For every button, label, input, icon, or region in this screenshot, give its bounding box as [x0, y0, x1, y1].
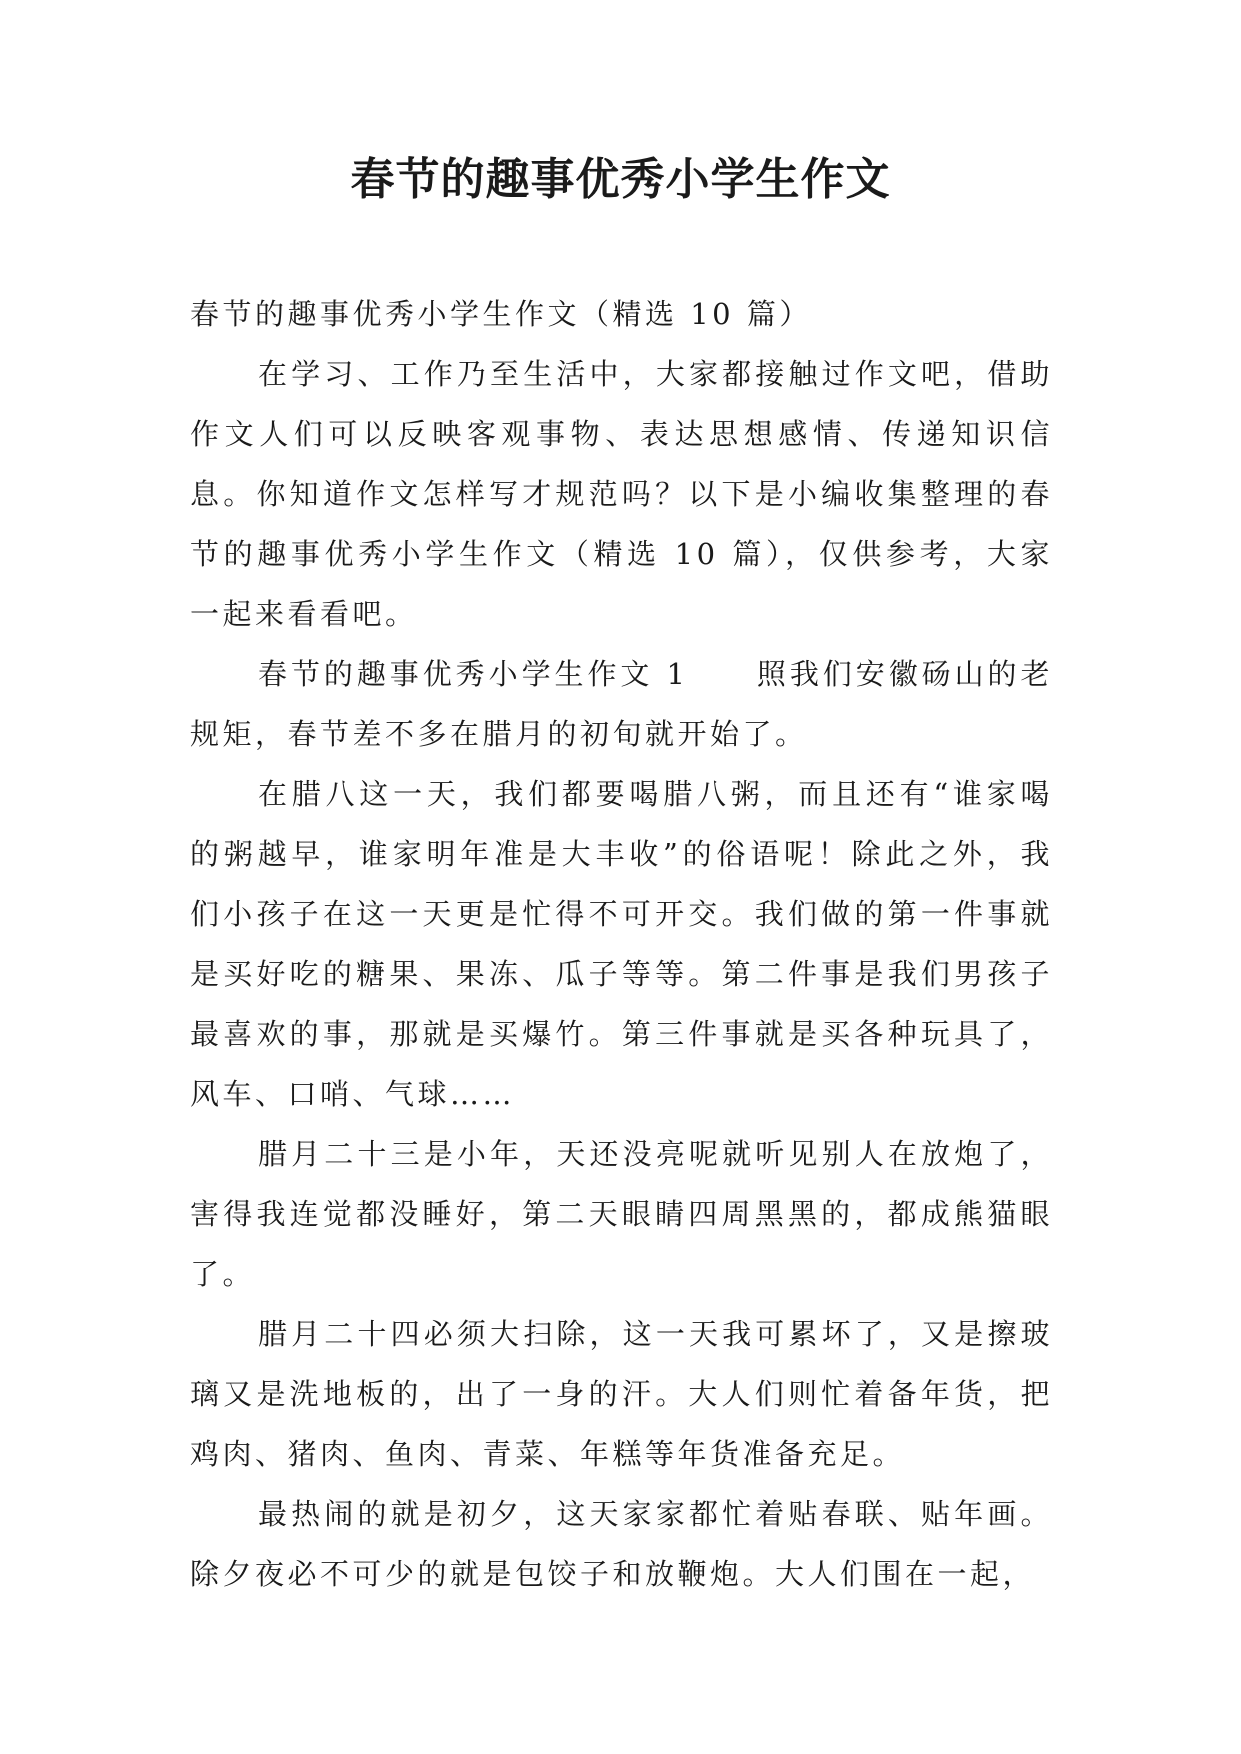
- body-paragraph: 腊月二十四必须大扫除，这一天我可累坏了，又是擦玻璃又是洗地板的，出了一身的汗。大人们则忙着备年货，把鸡肉、猪肉、鱼肉、青菜、年糕等年货准备充足。: [190, 1317, 1053, 1471]
- body-paragraph: 在腊八这一天，我们都要喝腊八粥，而且还有“谁家喝的粥越早，谁家明年准是大丰收”的俗语呢！除此之外，我们小孩子在这一天更是忙得不可开交。我们做的第一件事就是买好吃的糖果、果冻、瓜子等等。第二件事是我们男孩子最喜欢的事，那就是买爆竹。第三件事就是买各种玩具了，风车、口哨、气球……: [190, 777, 1053, 1111]
- document-body: [190, 284, 1053, 1604]
- essay-1-heading-paragraph: [190, 644, 1053, 764]
- essay-1-opening: 照我们安徽砀山的老规矩，春节差不多在腊月的初旬就开始了。: [190, 657, 1053, 751]
- body-paragraph: 最热闹的就是初夕，这天家家都忙着贴春联、贴年画。除夕夜必不可少的就是包饺子和放鞭炮。大人们围在一起，: [190, 1497, 1053, 1591]
- essay-1-heading: 春节的趣事优秀小学生作文 1: [258, 657, 689, 691]
- body-paragraph: 腊月二十三是小年，天还没亮呢就听见别人在放炮了，害得我连觉都没睡好，第二天眼睛四周黑黑的，都成熊猫眼了。: [190, 1137, 1053, 1291]
- document-title: 春节的趣事优秀小学生作文: [350, 154, 891, 205]
- document-subtitle: 春节的趣事优秀小学生作文（精选 10 篇）: [190, 297, 812, 331]
- intro-paragraph: 在学习、工作乃至生活中，大家都接触过作文吧，借助作文人们可以反映客观事物、表达思想感情、传递知识信息。你知道作文怎样写才规范吗？以下是小编收集整理的春节的趣事优秀小学生作文（精选 10 篇），仅供参考，大家一起来看看吧。: [190, 357, 1053, 631]
